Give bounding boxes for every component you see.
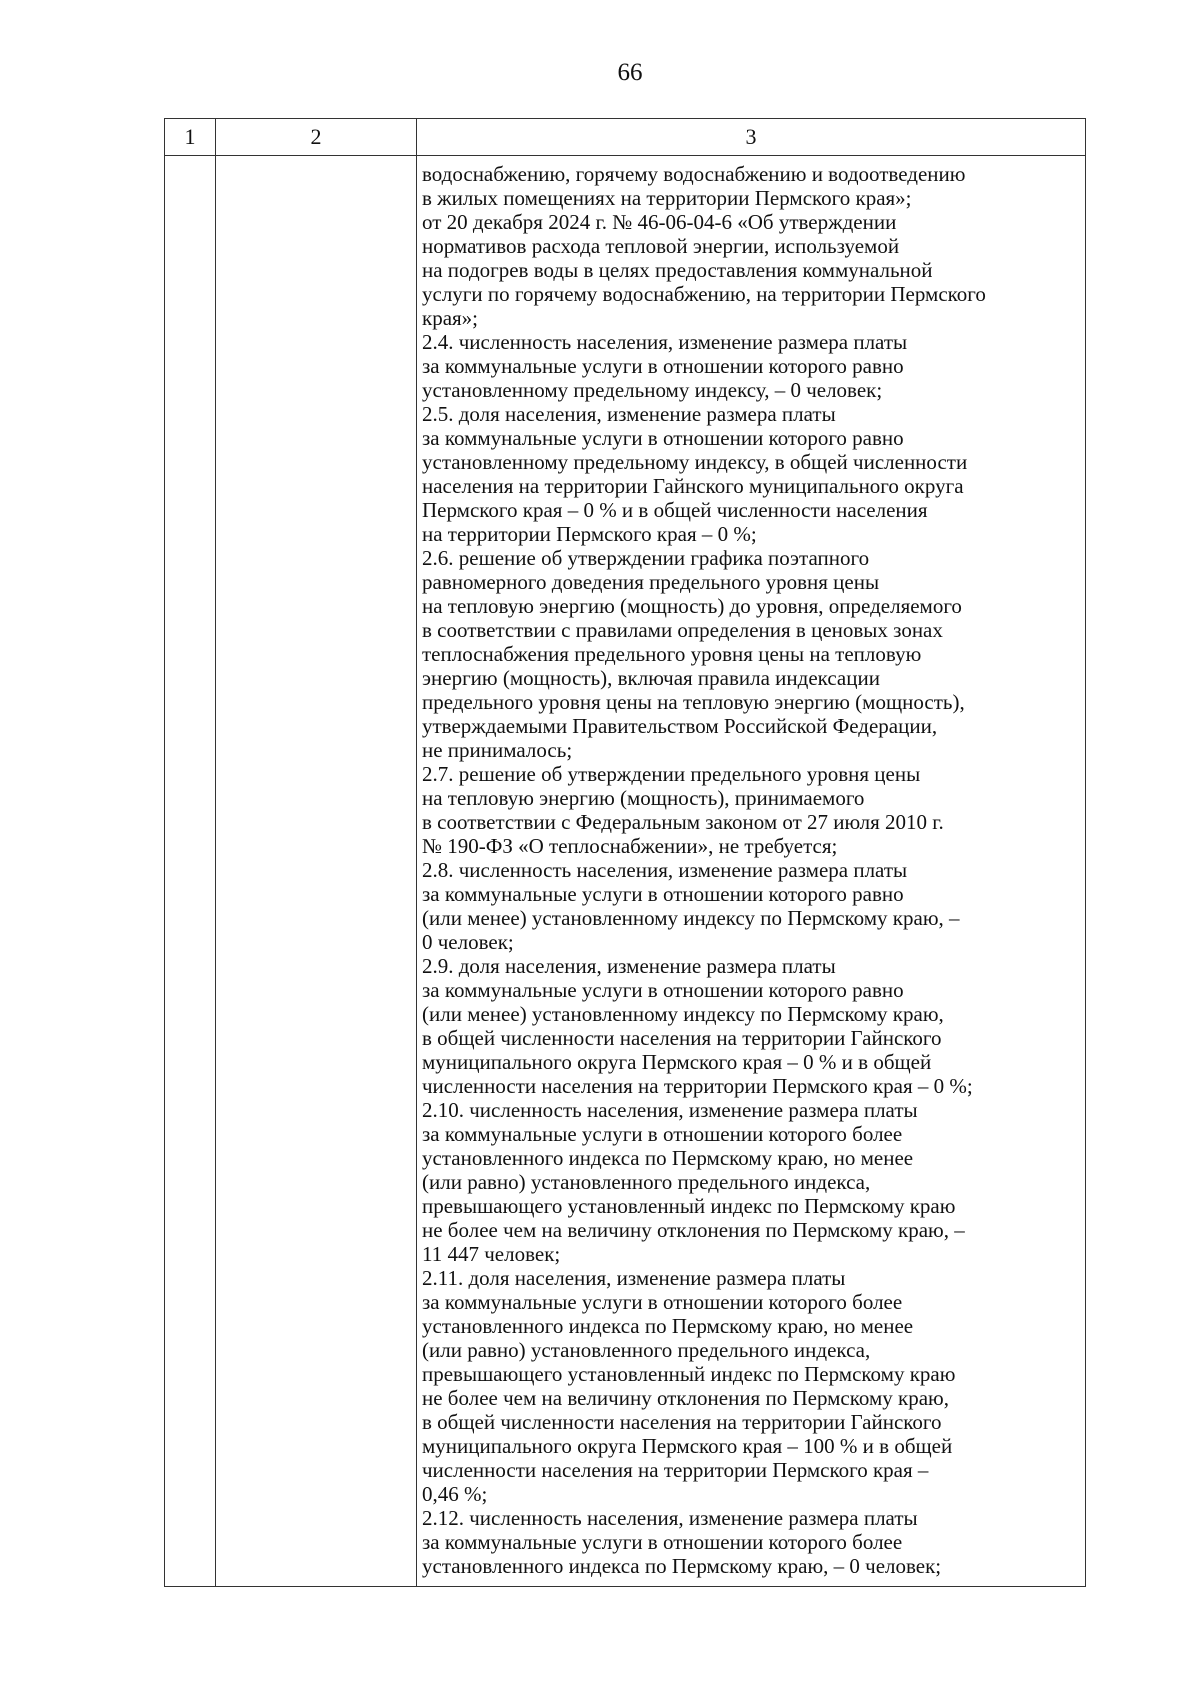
text-line: 0 человек; <box>422 930 514 954</box>
text-line: 2.11. доля населения, изменение размера платы <box>422 1266 846 1290</box>
text-line: за коммунальные услуги в отношении которого равно <box>422 978 904 1002</box>
text-line: превышающего установленный индекс по Пермскому краю <box>422 1362 956 1386</box>
text-line: за коммунальные услуги в отношении которого равно <box>422 426 904 450</box>
document-table <box>164 118 1086 1587</box>
text-line: за коммунальные услуги в отношении которого равно <box>422 354 904 378</box>
text-line: установленному предельному индексу, в общей численности <box>422 450 968 474</box>
text-line: услуги по горячему водоснабжению, на территории Пермского <box>422 282 986 306</box>
text-line: муниципального округа Пермского края – 0 % и в общей <box>422 1050 932 1074</box>
table-row <box>165 156 1086 1587</box>
text-line: за коммунальные услуги в отношении которого равно <box>422 882 904 906</box>
text-line: Пермского края – 0 % и в общей численности населения <box>422 498 928 522</box>
text-line: на подогрев воды в целях предоставления коммунальной <box>422 258 933 282</box>
text-line: (или равно) установленного предельного индекса, <box>422 1170 871 1194</box>
text-line: 2.5. доля населения, изменение размера платы <box>422 402 836 426</box>
text-line: от 20 декабря 2024 г. № 46-06-04-6 «Об утверждении <box>422 210 897 234</box>
text-line: муниципального округа Пермского края – 100 % и в общей <box>422 1434 953 1458</box>
text-line: на тепловую энергию (мощность), принимаемого <box>422 786 865 810</box>
text-line: 2.6. решение об утверждении графика поэтапного <box>422 546 870 570</box>
text-line: № 190-ФЗ «О теплоснабжении», не требуется; <box>422 834 838 858</box>
text-line: за коммунальные услуги в отношении которого более <box>422 1290 903 1314</box>
text-line: в жилых помещениях на территории Пермского края»; <box>422 186 912 210</box>
text-line: численности населения на территории Пермского края – 0 %; <box>422 1074 973 1098</box>
cell-column-1 <box>165 156 216 1587</box>
text-line: 2.7. решение об утверждении предельного уровня цены <box>422 762 921 786</box>
text-line: за коммунальные услуги в отношении которого более <box>422 1530 903 1554</box>
text-line: водоснабжению, горячему водоснабжению и водоотведению <box>422 162 966 186</box>
column-header-3: 3 <box>417 119 1086 156</box>
text-line: (или равно) установленного предельного индекса, <box>422 1338 871 1362</box>
page-number: 66 <box>617 59 643 86</box>
text-line: установленному предельному индексу, – 0 человек; <box>422 378 883 402</box>
column-header-2: 2 <box>216 119 417 156</box>
text-line: утверждаемыми Правительством Российской Федерации, <box>422 714 938 738</box>
text-line: края»; <box>422 306 479 330</box>
text-line: за коммунальные услуги в отношении которого более <box>422 1122 903 1146</box>
header-row <box>165 119 1086 156</box>
table-body <box>165 156 1086 1587</box>
text-line: не более чем на величину отклонения по Пермскому краю, – <box>422 1218 965 1242</box>
text-line: нормативов расхода тепловой энергии, используемой <box>422 234 900 258</box>
text-line: на территории Пермского края – 0 %; <box>422 522 757 546</box>
text-line: 2.4. численность населения, изменение размера платы <box>422 330 908 354</box>
text-line: (или менее) установленному индексу по Пермскому краю, – <box>422 906 960 930</box>
text-line: (или менее) установленному индексу по Пермскому краю, <box>422 1002 944 1026</box>
text-line: 0,46 %; <box>422 1482 488 1506</box>
text-line: теплоснабжения предельного уровня цены на тепловую <box>422 642 922 666</box>
text-line: на тепловую энергию (мощность) до уровня, определяемого <box>422 594 962 618</box>
text-line: в общей численности населения на территории Гайнского <box>422 1026 942 1050</box>
cell-column-2 <box>216 156 417 1587</box>
text-line: 2.8. численность населения, изменение размера платы <box>422 858 908 882</box>
table-header <box>165 119 1086 156</box>
column-header-1: 1 <box>165 119 216 156</box>
text-line: 2.10. численность населения, изменение размера платы <box>422 1098 918 1122</box>
text-line: равномерного доведения предельного уровня цены <box>422 570 880 594</box>
text-line: превышающего установленный индекс по Пермскому краю <box>422 1194 956 1218</box>
text-line: не более чем на величину отклонения по Пермскому краю, <box>422 1386 949 1410</box>
text-line: 2.12. численность населения, изменение размера платы <box>422 1506 918 1530</box>
text-line: установленного индекса по Пермскому краю, но менее <box>422 1146 914 1170</box>
text-line: предельного уровня цены на тепловую энергию (мощность), <box>422 690 965 714</box>
text-line: в соответствии с правилами определения в ценовых зонах <box>422 618 943 642</box>
cell-column-3 <box>417 156 1086 1587</box>
text-line: энергию (мощность), включая правила индексации <box>422 666 880 690</box>
text-line: населения на территории Гайнского муниципального округа <box>422 474 964 498</box>
text-line: установленного индекса по Пермскому краю, – 0 человек; <box>422 1554 942 1578</box>
text-line: не принималось; <box>422 738 573 762</box>
cell-column-3-text <box>417 156 1085 1578</box>
text-line: 11 447 человек; <box>422 1242 561 1266</box>
text-line: в соответствии с Федеральным законом от 27 июля 2010 г. <box>422 810 944 834</box>
text-line: установленного индекса по Пермскому краю, но менее <box>422 1314 914 1338</box>
text-line: 2.9. доля населения, изменение размера платы <box>422 954 836 978</box>
text-line: численности населения на территории Пермского края – <box>422 1458 929 1482</box>
text-line: в общей численности населения на территории Гайнского <box>422 1410 942 1434</box>
